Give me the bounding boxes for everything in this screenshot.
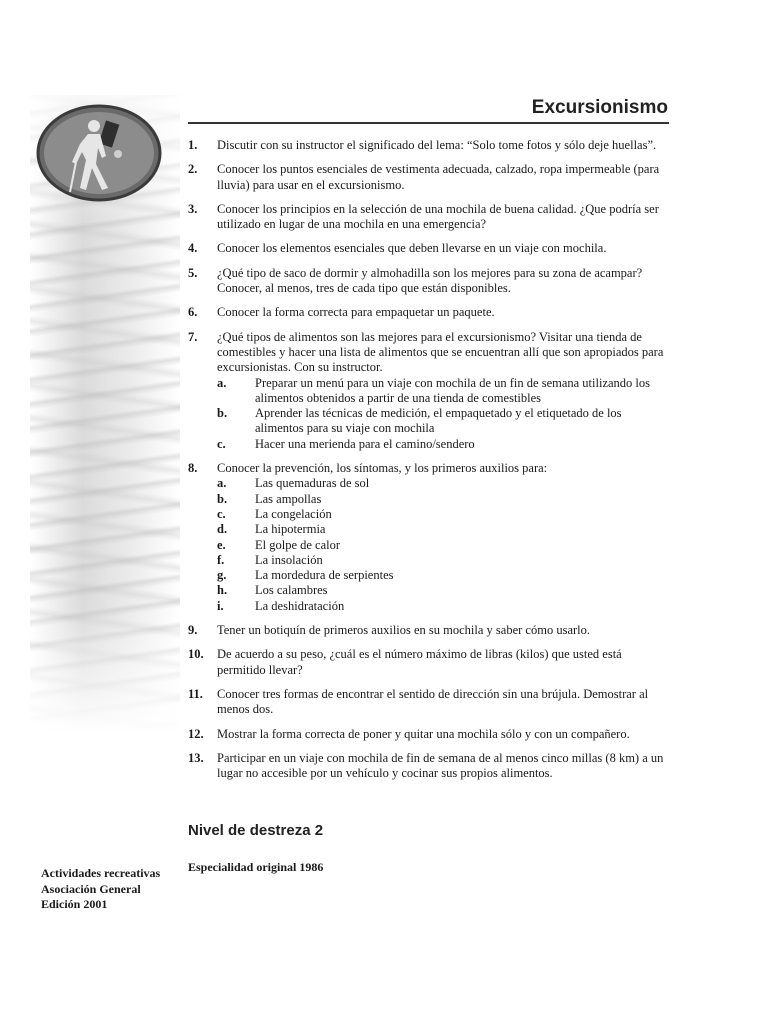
item-text: Discutir con su instructor el significado del lema: “Solo tome fotos y sólo deje huellas”. [217, 138, 657, 152]
sub-item-letter: a. [217, 375, 227, 390]
sub-item [217, 437, 673, 452]
sub-item-text: Los calambres [255, 583, 328, 598]
list-item [188, 241, 673, 256]
sub-item-letter: g. [217, 568, 227, 583]
item-body [217, 330, 673, 452]
list-item [188, 647, 673, 678]
item-number: 3. [188, 201, 198, 216]
sub-item-letter: d. [217, 522, 228, 537]
item-text: Participar en un viaje con mochila de fin de semana de al menos cinco millas (8 km) a un lugar no accesible por un vehículo y cocinar sus propios alimentos. [217, 750, 664, 781]
sub-item-text: Las ampollas [255, 491, 322, 506]
sub-item-letter: c. [217, 436, 226, 451]
list-item [188, 330, 673, 452]
sub-item-letter: b. [217, 406, 228, 421]
item-number: 4. [188, 241, 198, 256]
item-number: 13. [188, 750, 204, 765]
sub-item [217, 406, 673, 437]
sub-item [217, 538, 673, 553]
sub-item-text: Aprender las técnicas de medición, el empaquetado y el etiquetado de los alimentos para su viaje con mochila [255, 406, 622, 436]
list-item [188, 202, 673, 233]
sub-item [217, 476, 673, 491]
sub-item [217, 583, 673, 598]
list-item [188, 727, 673, 742]
list-item [188, 461, 673, 614]
original-year: Especialidad original 1986 [188, 860, 324, 874]
sub-item [217, 553, 673, 568]
title-divider [188, 122, 669, 124]
item-number: 5. [188, 265, 198, 280]
item-text: ¿Qué tipo de saco de dormir y almohadilla son los mejores para su zona de acampar? Conocer, al menos, tres de cada tipo que están disponibles. [217, 265, 643, 296]
item-text: Tener un botiquín de primeros auxilios en su mochila y saber cómo usarlo. [217, 623, 590, 638]
sub-item-letter: f. [217, 552, 225, 567]
list-item [188, 305, 673, 320]
footer-credits [41, 866, 160, 913]
item-text: Mostrar la forma correcta de poner y quitar una mochila sólo y con un compañero. [217, 726, 630, 741]
list-item [188, 751, 673, 782]
item-number: 10. [188, 647, 204, 662]
list-item [188, 138, 673, 153]
hiker-badge-icon [36, 104, 162, 202]
item-body [217, 461, 673, 614]
item-text: Conocer los elementos esenciales que deben llevarse en un viaje con mochila. [217, 241, 607, 256]
item-text: Conocer la prevención, los síntomas, y los primeros auxilios para: [217, 461, 548, 476]
skill-level: Nivel de destreza 2 [188, 822, 324, 839]
sub-item-text: Las quemaduras de sol [255, 476, 370, 491]
item-text: De acuerdo a su peso, ¿cuál es el número máximo de libras (kilos) que usted está permitido llevar? [217, 647, 622, 677]
item-text: Conocer la forma correcta para empaquetar un paquete. [217, 305, 495, 320]
list-item [188, 687, 673, 718]
item-text: Conocer los puntos esenciales de vestimenta adecuada, calzado, ropa impermeable (para lluvia) para usar en el excursionismo. [217, 162, 660, 192]
item-number: 6. [188, 305, 198, 320]
sub-item-letter: a. [217, 476, 227, 491]
item-number: 9. [188, 623, 198, 638]
list-item [188, 623, 673, 638]
list-item [188, 266, 673, 297]
sub-item [217, 568, 673, 583]
sub-item-text: La deshidratación [255, 598, 345, 613]
sub-item-text: La hipotermia [255, 522, 326, 537]
sub-item [217, 376, 673, 407]
sub-item [217, 522, 673, 537]
sub-item-letter: i. [217, 598, 224, 613]
item-number: 11. [188, 686, 203, 701]
requirements-list [188, 138, 673, 790]
sub-item-text: La congelación [255, 506, 332, 521]
sub-item-text: Preparar un menú para un viaje con mochila de un fin de semana utilizando los alimentos obtenidos a partir de una tienda de comestibles [255, 375, 651, 405]
sub-item-text: La mordedura de serpientes [255, 568, 394, 583]
sub-item-text: La insolación [255, 552, 323, 567]
item-number: 2. [188, 162, 198, 177]
sub-item-letter: b. [217, 491, 228, 506]
sub-item [217, 599, 673, 614]
list-item [188, 162, 673, 193]
item-text: Conocer los principios en la selección de una mochila de buena calidad. ¿Que podría ser utilizado en lugar de una mochila en una emergencia? [217, 201, 659, 232]
sub-item-letter: e. [217, 537, 226, 552]
item-number: 7. [188, 329, 198, 344]
sub-item-letter: c. [217, 506, 226, 521]
item-number: 1. [188, 138, 198, 152]
sub-item-letter: h. [217, 583, 228, 598]
item-number: 12. [188, 726, 204, 741]
item-text: ¿Qué tipos de alimentos son las mejores para el excursionismo? Visitar una tienda de comestibles y hacer una lista de alimentos que se encuentran allí que son apropiados para excursionistas. Con su instructor. [217, 329, 664, 375]
sub-item-text: Hacer una merienda para el camino/sendero [255, 436, 475, 451]
footer-line: Edición 2001 [41, 897, 108, 911]
footer-line: Asociación General [41, 881, 141, 896]
sub-item [217, 492, 673, 507]
footer-line: Actividades recreativas [41, 866, 161, 880]
item-text: Conocer tres formas de encontrar el sentido de dirección sin una brújula. Demostrar al menos dos. [217, 686, 649, 717]
sub-item [217, 507, 673, 522]
item-number: 8. [188, 461, 198, 476]
page-title: Excursionismo [531, 97, 668, 118]
sub-item-text: El golpe de calor [255, 537, 341, 552]
